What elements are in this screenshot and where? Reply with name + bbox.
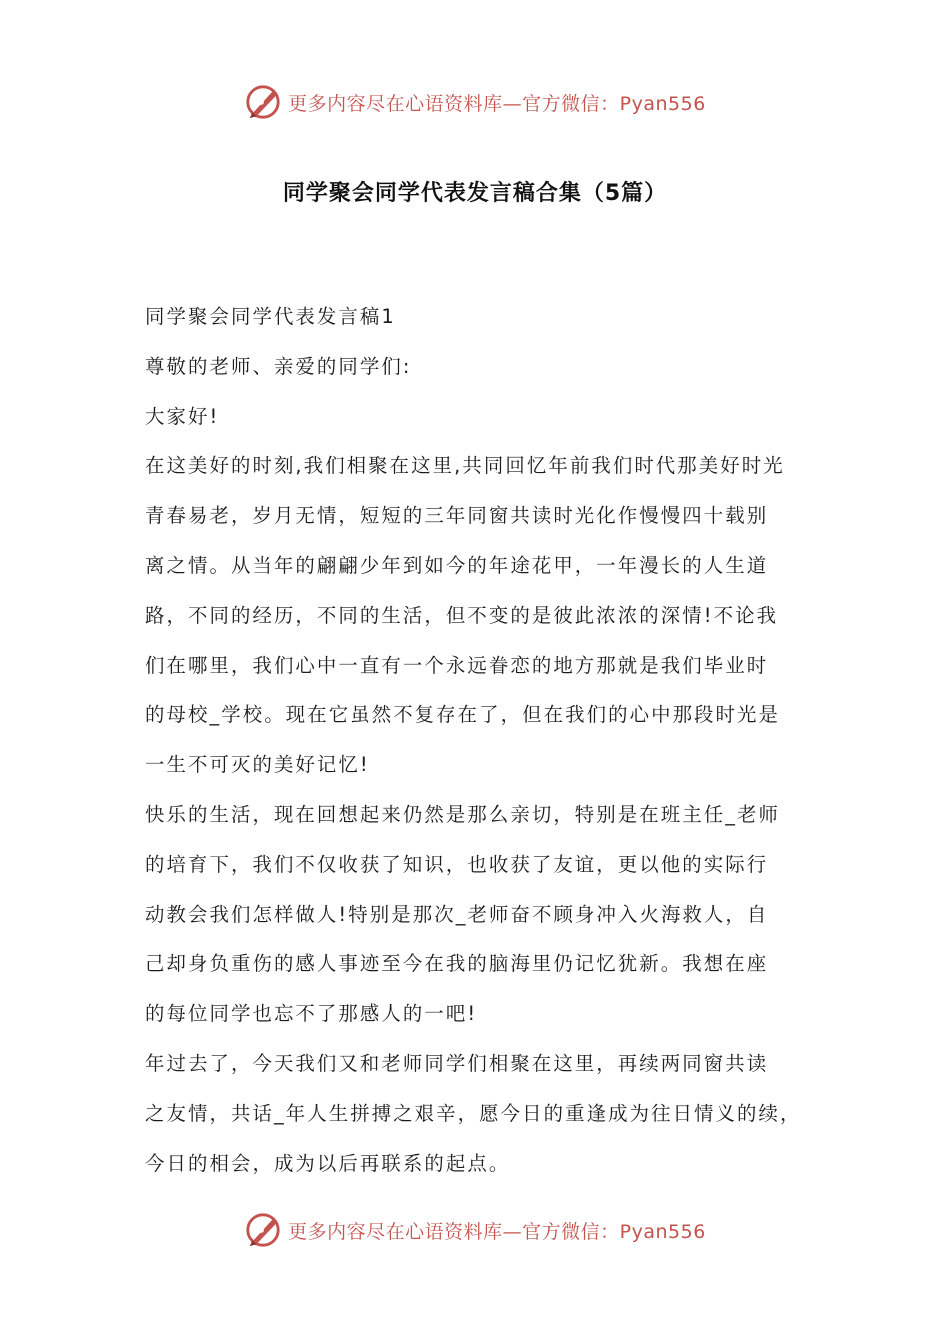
- text-line: 快乐的生活，现在回想起来仍然是那么亲切，特别是在班主任_老师: [145, 802, 781, 826]
- pen-logo-icon: [244, 83, 282, 121]
- document-title: 同学聚会同学代表发言稿合集（5篇）: [282, 181, 668, 206]
- text-line: 己却身负重伤的感人事迹至今在我的脑海里仍记忆犹新。我想在座: [145, 952, 769, 976]
- text-line: 们在哪里，我们心中一直有一个永远眷恋的地方那就是我们毕业时: [145, 653, 769, 677]
- text-line: 离之情。从当年的翩翩少年到如今的年途花甲，一年漫长的人生道: [145, 553, 769, 577]
- text-line: 动教会我们怎样做人!特别是那次_老师奋不顾身冲入火海救人，自: [145, 902, 769, 926]
- text-line: 年过去了，今天我们又和老师同学们相聚在这里，再续两同窗共读: [145, 1051, 769, 1075]
- text-line: 路，不同的经历，不同的生活，但不变的是彼此浓浓的深情!不论我: [145, 603, 779, 627]
- footer-watermark: [0, 1208, 950, 1252]
- text-line: 之友情，共话_年人生拼搏之艰辛，愿今日的重逢成为往日情义的续，: [145, 1101, 802, 1125]
- text-line: 今日的相会，成为以后再联系的起点。: [145, 1151, 511, 1175]
- text-line: 的母校_学校。现在它虽然不复存在了，但在我们的心中那段时光是: [145, 703, 781, 727]
- header-watermark: [0, 80, 950, 124]
- watermark-text: 更多内容尽在心语资料库—官方微信：Pyan556: [288, 92, 706, 115]
- text-line: 在这美好的时刻,我们相聚在这里,共同回忆年前我们时代那美好时光: [145, 454, 785, 478]
- text-line: 的培育下，我们不仅收获了知识，也收获了友谊，更以他的实际行: [145, 852, 769, 876]
- text-line: 同学聚会同学代表发言稿1: [145, 305, 396, 328]
- watermark-text: 更多内容尽在心语资料库—官方微信：Pyan556: [288, 1220, 706, 1243]
- pen-logo-icon: [244, 1211, 282, 1249]
- document-body: [145, 296, 810, 1192]
- text-line: 大家好!: [145, 404, 220, 428]
- text-line: 一生不可灭的美好记忆!: [145, 753, 370, 777]
- text-line: 的每位同学也忘不了那感人的一吧!: [145, 1002, 478, 1026]
- text-line: 尊敬的老师、亲爱的同学们:: [145, 354, 412, 378]
- text-line: 青春易老，岁月无情，短短的三年同窗共读时光化作慢慢四十载别: [145, 504, 769, 528]
